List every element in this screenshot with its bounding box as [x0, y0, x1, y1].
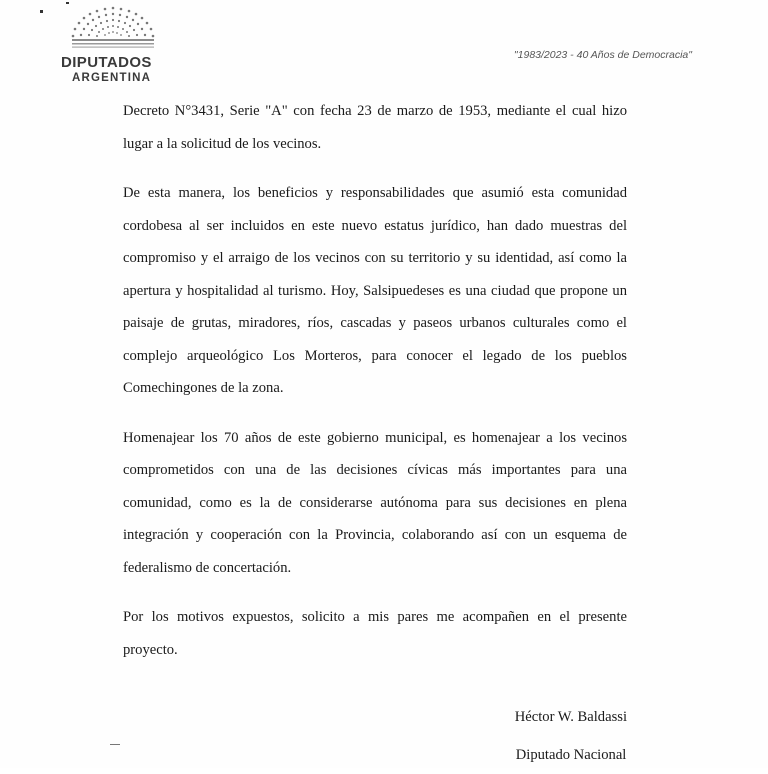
paragraph: Homenajear los 70 años de este gobierno municipal, es homenajear a los vecinos comprometidos con una de las decisiones cívicas más importantes para una comunidad, como es la de considerarse autónoma para sus decisiones en plena integración y cooperación con la Provincia, colaborando así con un esquema de federalismo de concertación. — [123, 429, 627, 576]
paragraph: Por los motivos expuestos, solicito a mis pares me acompañen en el presente proyecto. — [123, 609, 627, 658]
signatory-name: Héctor W. Baldassi — [514, 709, 627, 725]
signatory-title: Diputado Nacional — [515, 747, 627, 763]
chamber-dome-icon — [70, 4, 156, 50]
signature-block — [515, 698, 627, 774]
paragraph: De esta manera, los beneficios y responsabilidades que asumió esta comunidad cordobesa al ser incluidos en este nuevo estatus jurídico, han dado muestras del compromiso y el arraigo de los vecinos con su territorio y su identidad, así como la apertura y hospitalidad al turismo. Hoy, Salsipuedeses es una ciudad que propone un paisaje de grutas, miradores, ríos, cascadas y paseos urbanos culturales como el complejo arqueológico Los Morteros, para conocer el legado de los pueblos Comechingones de la zona. — [123, 185, 627, 396]
document-body — [123, 95, 627, 683]
scan-speck — [40, 10, 43, 13]
scan-speck — [110, 744, 120, 745]
paragraph: Decreto N°3431, Serie "A" con fecha 23 de marzo de 1953, mediante el cual hizo lugar a la solicitud de los vecinos. — [123, 103, 627, 152]
country-name: ARGENTINA — [72, 72, 152, 84]
diputados-logo — [58, 4, 168, 82]
institution-name: DIPUTADOS — [61, 54, 152, 71]
header-motto: "1983/2023 - 40 Años de Democracia" — [513, 49, 692, 61]
scan-speck — [66, 2, 69, 4]
